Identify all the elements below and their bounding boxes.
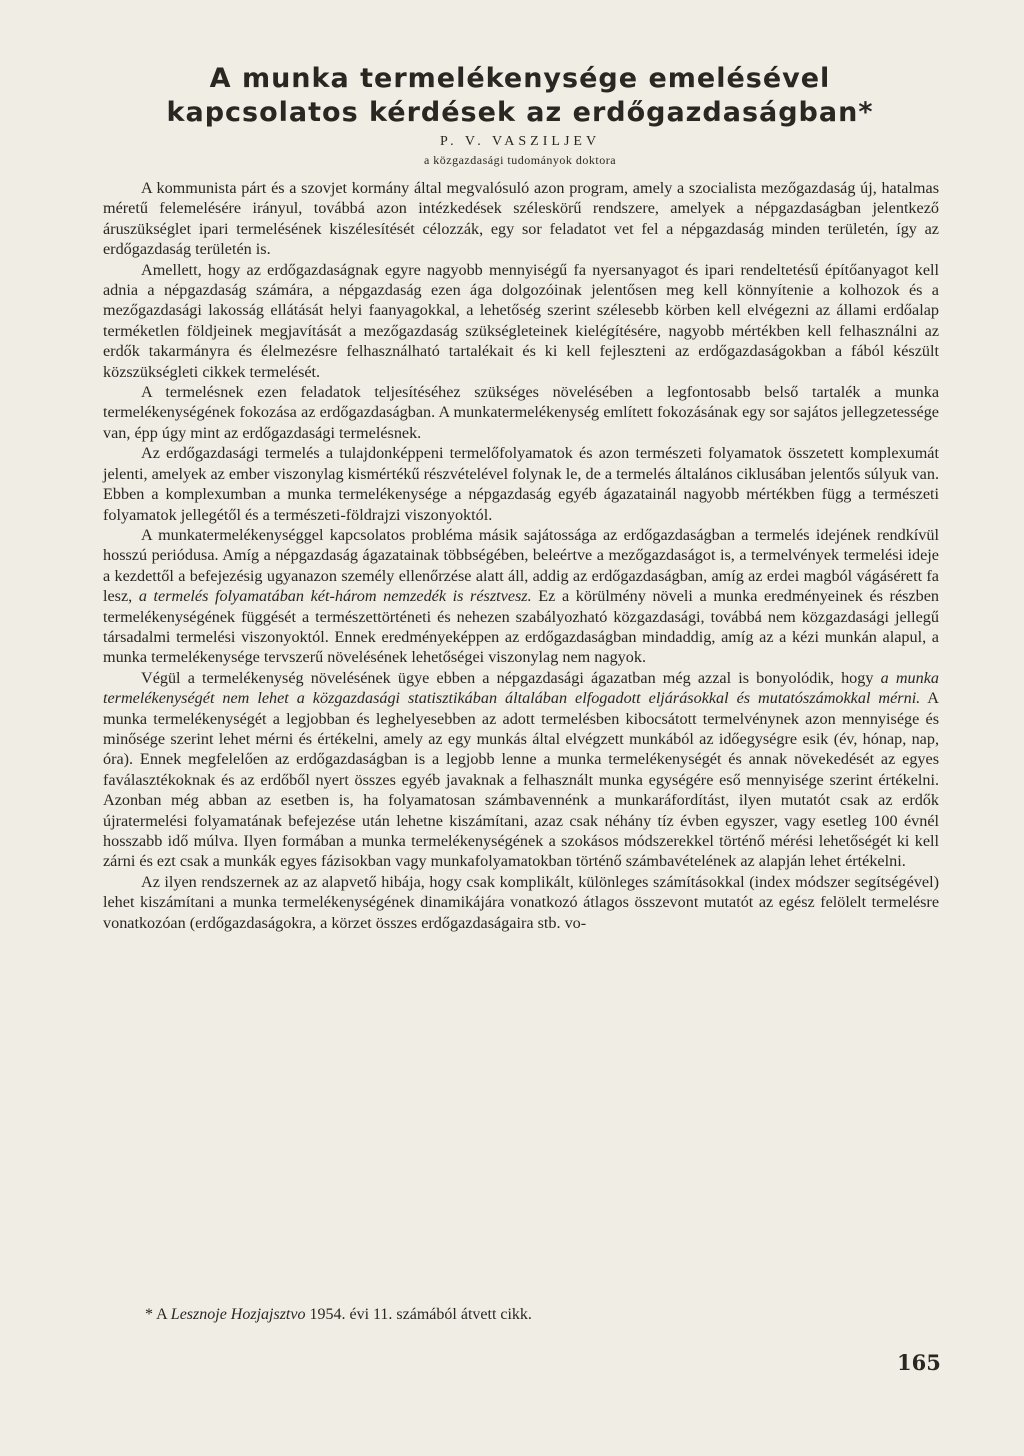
paragraph-2: Amellett, hogy az erdőgazdaságnak egyre nagyobb mennyiségű fa nyersanyagot és ipari rendeltetésű építőanyagot kell adnia a népgazdaság számára, a népgazdaság ezen ága dolgozóinak jelentősen meg kell könnyítenie a kolhozok és a mezőgazdasági lakosság ellátását helyi faanyagokkal, a lehetőség szerint szélesebb körben kell elvégezni az állami erdőalap terméketlen földjeinek megjavítását a mezőgazdaság szükségleteinek kielégítésére, nagyobb mértékben kell felhasználni az erdők takarmányra és élelmezésre felhasználható tartalékait és ki kell fejleszteni az erdőgazdaságokban a fából készült közszükségleti cikkek termelését. <box>103 260 939 381</box>
paragraph-6 <box>103 668 939 872</box>
article-title <box>100 62 940 130</box>
footnote-text-a: * A <box>145 1306 171 1323</box>
footnote-journal-title: Lesznoje Hozjajsztvo <box>170 1306 306 1323</box>
author-affiliation: a közgazdasági tudományok doktora <box>423 153 617 167</box>
paragraph-1: A kommunista párt és a szovjet kormány által megvalósuló azon program, amely a szocialista mezőgazdaság új, hatalmas méretű felemelésére irányul, továbbá azon intézkedések széleskörű rendszere, amelyek a népgazdaságban jelentkező áruszükséglet ipari termelésének kiszélesítését célozzák, egy sor feladatot vet fel a népgazdaság minden területén, így az erdőgazdaság területén is. <box>103 179 939 259</box>
paragraph-6-text-b: A munka termelékenységét a legjobban és leghelyesebben az adott termelésben kibocsátott termelvénynek azon mennyisége és minősége szerint lehet mérni és értékelni, amely az egy munkás által elvégzett munkából az időegységre esik (év, hónap, nap, óra). Ennek megfelelően az erdőgazdaságban is a legjobb lenne a munka termelékenységét és annak növekedését az egyes faválasztékoknak és az erdőből nyert összes egyéb javaknak a felhasznált munka egységére eső mennyisége szerint értékelni. Azonban még abban az esetben is, ha folyamatosan számbavennénk a munkaráfordítást, ilyen mutatót csak az erdők újratermelési folyamatának befejezése után lehetne kiszámítani, azaz csak néhány tíz évben egyszer, vagy esetleg 100 évnél hosszabb idő múlva. Ilyen formában a munka termelékenységének a szokásos módszerekkel történő mérési lehetőségét ki kell zárni és ezt csak a munkák egyes fázisokban vagy munkafolyamatokban történő számbavételének az alapján lehet értékelni. <box>103 689 939 871</box>
title-line-1: A munka termelékenysége emelésével <box>209 63 831 94</box>
paragraph-5-text-a: A munkatermelékenységgel kapcsolatos probléma másik sajátossága az erdőgazdaságban a termelés idejének rendkívül hosszú periódusa. Amíg a népgazdaság ágazatainak többségében, beleértve a mezőgazdaságot is, a termelvények termelési ideje a kezdettől a befejezésig ugyanazon személy ellenőrzése alatt áll, addig az erdőgazdaságban, amíg az erdei magból vágásérett fa lesz, <box>103 525 939 606</box>
footnote-text-b: 1954. évi 11. számából átvett cikk. <box>305 1306 532 1323</box>
author-name: P. V. VASZILJEV <box>439 134 601 149</box>
paragraph-6-text-a: Végül a termelékenység növelésének ügye ebben a népgazdasági ágazatban még azzal is bonyolódik, hogy <box>141 668 881 687</box>
article-header <box>100 62 940 168</box>
article-body <box>103 178 939 933</box>
paragraph-5-emphasis: a termelés folyamatában két-három nemzedék is résztvesz. <box>138 587 532 606</box>
paragraph-3: A termelésnek ezen feladatok teljesítéséhez szükséges növelésében a legfontosabb belső tartalék a munka termelékenységének fokozása az erdőgazdaságban. A munkatermelékenység említett fokozásának egy sor sajátos jellegzetessége van, épp úgy mint az erdőgazdasági termelésnek. <box>103 383 939 442</box>
paragraph-5 <box>103 525 939 668</box>
footnote <box>145 1306 532 1324</box>
page-number: 165 <box>897 1350 941 1375</box>
paragraph-7: Az ilyen rendszernek az az alapvető hibája, hogy csak komplikált, különleges számításokkal (index módszer segítségével) lehet kiszámítani a munka termelékenységének dinamikájára vonatkozó átlagos összevont mutatót az egész felölelt termelésre vonatkozóan (erdőgazdaságokra, a körzet összes erdőgazdaságaira stb. vo- <box>103 872 939 932</box>
paragraph-5-text-b: Ez a körülmény növeli a munka eredményeinek és részben termelékenységének függését a természettörténeti és nehezen szabályozható közgazdasági, továbbá nem közgazdasági jellegű társadalmi termelési viszonyoktól. Ennek eredményeképpen az erdőgazdaságban mindaddig, amíg az a kézi munkán alapul, a munka termelékenysége tervszerű növelésének lehetőségei viszonylag nem nagyok. <box>103 587 939 667</box>
paragraph-6-emphasis: a munka termelékenységét nem lehet a közgazdasági statisztikában általában elfogadott eljárásokkal és mutatószámokkal mérni. <box>103 668 940 708</box>
paragraph-4: Az erdőgazdasági termelés a tulajdonképpeni termelőfolyamatok és azon természeti folyamatok összetett komplexumát jelenti, amelyek az ember viszonylag kismértékű részvételével folynak le, de a termelés általános ciklusában jelentős súlyuk van. Ebben a komplexumban a munka termelékenysége a népgazdaság egyéb ágazatainál nagyobb mértékben függ a természeti folyamatok jellegétől és a természeti-földrajzi viszonyoktól. <box>103 444 939 524</box>
title-line-2: kapcsolatos kérdések az erdőgazdaságban* <box>166 97 874 128</box>
